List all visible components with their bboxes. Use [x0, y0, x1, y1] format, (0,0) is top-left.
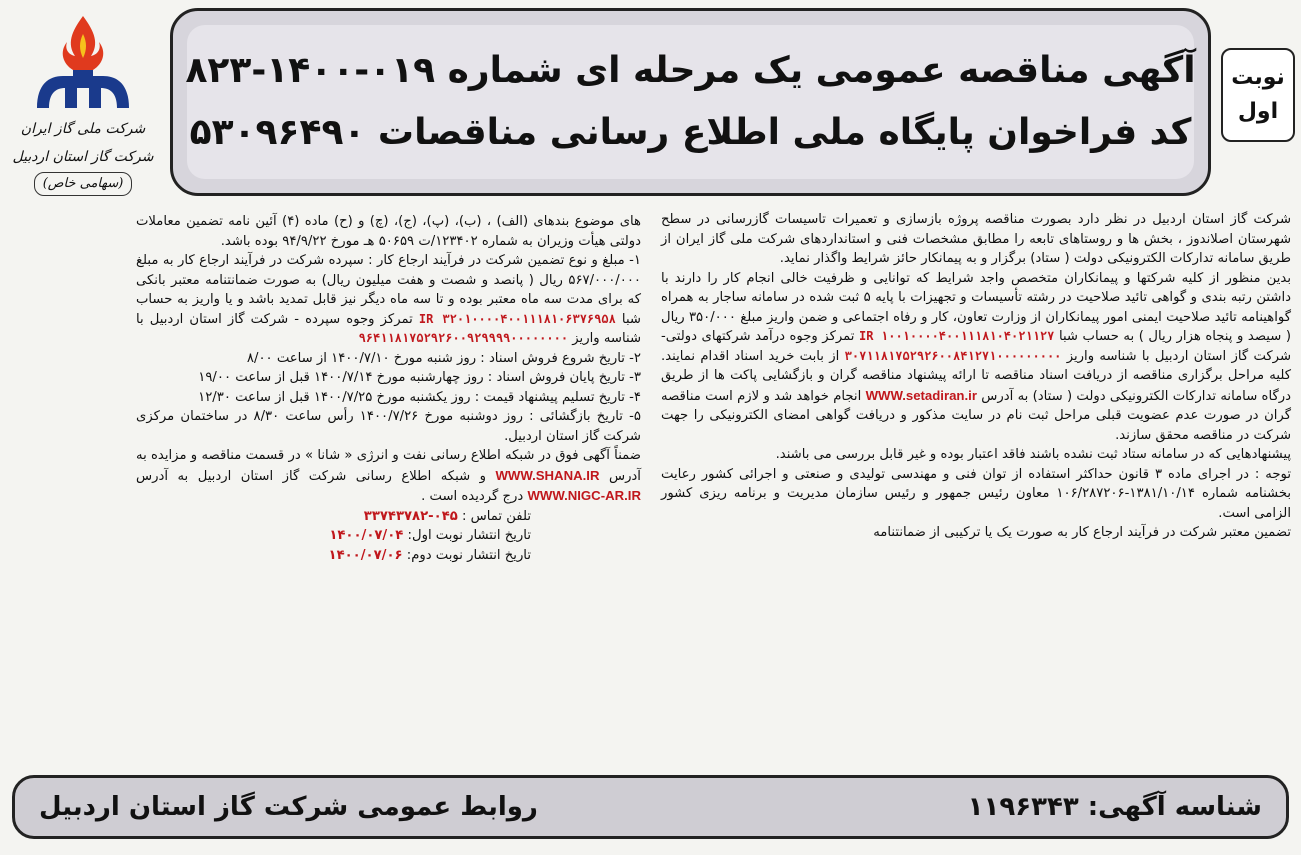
lc-p1: های موضوع بندهای (الف) ، (ب)، (پ)، (ج)، (چ) و (ح) ماده (۴) آئین نامه تضمین معاملات دولتی هیأت وزیران به شماره ۱۲۳۴۰۲/ت ۵۰۶۵۹ هـ مورخ ۹۴/۹/۲۲ بوده باشد.	[136, 214, 641, 249]
shana-link[interactable]: WWW.SHANA.IR	[495, 467, 600, 483]
title-inner	[187, 25, 1194, 179]
title-frame	[170, 8, 1211, 196]
logo-name1: شرکت ملی گاز ایران	[20, 121, 146, 137]
right-column	[661, 210, 1291, 543]
rc-p2	[661, 269, 1291, 446]
phone-label: تلفن تماس :	[462, 508, 531, 524]
rc-p3: پیشنهادهایی که در سامانه ستاد ثبت نشده باشند فاقد اعتبار بوده و غیر قابل بررسی می باشند.	[775, 447, 1291, 462]
pub1-label: تاریخ انتشار نوبت اول:	[407, 528, 531, 543]
lc-p7b: و شبکه اطلاع رسانی شرکت گاز استان اردبیل به آدرس	[136, 468, 486, 484]
rc-p2b: تمرکز وجوه درآمد شرکتهای دولتی- شرکت گاز استان اردبیل با شناسه واریز	[661, 329, 1291, 364]
rc-p2d: انجام خواهد شد و لازم است مناقصه گران در صورت عدم عضویت قبلی مراحل ثبت نام در سایت مذکور و دریافت گواهی امضای الکترونیکی را جهت شرکت در مناقصه محقق سازند.	[661, 388, 1291, 443]
rc-p1: شرکت گاز استان اردبیل در نظر دارد بصورت مناقصه پروژه بازسازی و تعمیرات تاسیسات گازرسانی در سطح شهرستان اصلاندوز ، بخش ها و روستاهای تابعه را مطابق مشخصات فنی و استانداردهای شرکت ملی گاز ایران از طریق سامانه تدارکات الکترونیکی دولت ( ستاد) برگزار و به پیمانکار حائز شرایط واگذار نماید.	[661, 212, 1291, 266]
payment-id-1: ۳۰۷۱۱۸۱۷۵۲۹۲۶۰۰۸۴۱۲۷۱۰۰۰۰۰۰۰۰۰	[844, 348, 1062, 363]
ad-id: شناسه آگهی: ۱۱۹۶۳۴۳	[967, 792, 1262, 822]
phone-number: ۰۴۵-۳۳۷۴۳۷۸۲	[363, 508, 458, 524]
rc-p5: تضمین معتبر شرکت در فرآیند ارجاع کار به صورت یک یا ترکیبی از ضمانتنامه	[873, 525, 1291, 540]
payment-id-2: ۹۶۴۱۱۸۱۷۵۲۹۲۶۰۰۹۲۹۹۹۹۰۰۰۰۰۰۰۰	[358, 331, 569, 345]
rc-p2c: از بابت خرید اسناد اقدام نمایند. کلیه مراحل برگزاری مناقصه از دریافت اسناد مناقصه تا ارائه پیشنهاد مناقصه گران و بازگشایی پاکت ها از طریق درگاه سامانه تدارکات الکترونیکی دولت ( ستاد) به آدرس	[661, 348, 1291, 404]
title-line2: کد فراخوان پایگاه ملی اطلاع رسانی مناقصات ۵۳۰۹۶۴۹۰	[189, 112, 1192, 153]
lc-p7	[136, 446, 641, 507]
logo-name3: (سهامی خاص)	[34, 172, 133, 196]
rc-p2-text: بدین منظور از کلیه شرکتها و پیمانکاران متخصص واجد شرایط که توانایی و ظرفیت خالی انجام کار را دارند با داشتن رتبه بندی و گواهی تائید صلاحیت در رشته تأسیسات و تجهیزات با پایه ۵ ثبت شده در سامانه ساجار به همراه گواهینامه تائید صلاحیت ایمنی امور پیمانکاران از وزارت تعاون، کار و رفاه اجتماعی و ضمن واریز مبلغ ۳۵۰/۰۰۰ ریال ( سیصد و پنجاه هزار ریال ) به حساب شبا	[661, 270, 1291, 344]
lc-p3: ۲- تاریخ شروع فروش اسناد : روز شنبه مورخ ۱۴۰۰/۷/۱۰ از ساعت ۸/۰۰	[246, 350, 641, 366]
lc-p7c: درج گردیده است .	[421, 489, 524, 504]
lc-p4: ۳- تاریخ پایان فروش اسناد : روز چهارشنبه مورخ ۱۴۰۰/۷/۱۴ قبل از ساعت ۱۹/۰۰	[198, 370, 641, 385]
public-relations: روابط عمومی شرکت گاز استان اردبیل	[39, 792, 538, 822]
footer-bar	[12, 775, 1289, 839]
lc-p7-text: ضمناً آگهی فوق در شبکه اطلاع رسانی نفت و انرژی « شانا » در قسمت مناقصه و مزایده به آدرس	[136, 448, 641, 484]
gas-flame-logo-icon	[23, 12, 143, 112]
badge-line2: اول	[1237, 99, 1279, 124]
rc-p4: توجه : در اجرای ماده ۳ قانون حداکثر استفاده از توان فنی و مهندسی تولیدی و صنعتی و اجرائی کشور رعایت بخشنامه شماره ۱۳۸۱/۱۰/۱۴-۱۰۶/۲۸۷۲۰۶ معاون رئیس جمهور و رئیس سازمان مدیریت و برنامه ریزی کشور الزامی است.	[661, 466, 1292, 521]
badge-line1: نوبت	[1231, 65, 1285, 90]
logo-name2: شرکت گاز استان اردبیل	[12, 149, 154, 165]
setadiran-link[interactable]: WWW.setadiran.ir	[865, 387, 977, 403]
pub1-line	[136, 526, 641, 546]
lc-p2	[136, 251, 641, 349]
round-badge	[1221, 48, 1295, 142]
lc-p2b: تمرکز وجوه سپرده - شرکت گاز استان اردبیل با شناسه واریز	[136, 311, 641, 346]
pub2-date: ۱۴۰۰/۰۷/۰۶	[328, 547, 403, 563]
lc-p2-text: ۱- مبلغ و نوع تضمین شرکت در فرآیند ارجاع کار : سپرده شرکت در فرآیند ارجاع کار به مبلغ ۵۶۷/۰۰۰/۰۰۰ ریال ( پانصد و شصت و هفت میلیون ریال) به صورت ضمانتنامه معتبر بانکی که برای مدت سه ماه معتبر بوده و تا سه ماه دیگر نیز قابل تمدید باشد و یا واریز به حساب شبا	[136, 253, 641, 327]
iban-1: IR ۱۰۰۱۰۰۰۰۴۰۰۱۱۱۸۱۰۴۰۲۱۱۲۷	[858, 329, 1055, 343]
title-line1: آگهی مناقصه عمومی یک مرحله ای شماره ۰۱۹-۱۴۰۰-۸۲۳	[185, 50, 1196, 91]
lc-p5: ۴- تاریخ تسلیم پیشنهاد قیمت : روز یکشنبه مورخ ۱۴۰۰/۷/۲۵ قبل از ساعت ۱۲/۳۰	[198, 389, 641, 405]
pub2-line	[136, 546, 641, 566]
pub2-label: تاریخ انتشار نوبت دوم:	[406, 547, 531, 563]
lc-p6: ۵- تاریخ بازگشائی : روز دوشنبه مورخ ۱۴۰۰/۷/۲۶ رأس ساعت ۸/۳۰ در ساختمان مرکزی شرکت گاز استان اردبیل.	[136, 409, 642, 444]
iban-2: IR ۳۲۰۱۰۰۰۰۴۰۰۱۱۱۸۱۰۶۳۷۶۹۵۸	[418, 311, 616, 326]
company-logo	[8, 8, 158, 233]
pub1-date: ۱۴۰۰/۰۷/۰۴	[329, 528, 404, 543]
nigc-link[interactable]: WWW.NIGC-AR.IR	[527, 488, 641, 503]
phone-line	[136, 507, 641, 527]
left-column	[136, 212, 641, 565]
